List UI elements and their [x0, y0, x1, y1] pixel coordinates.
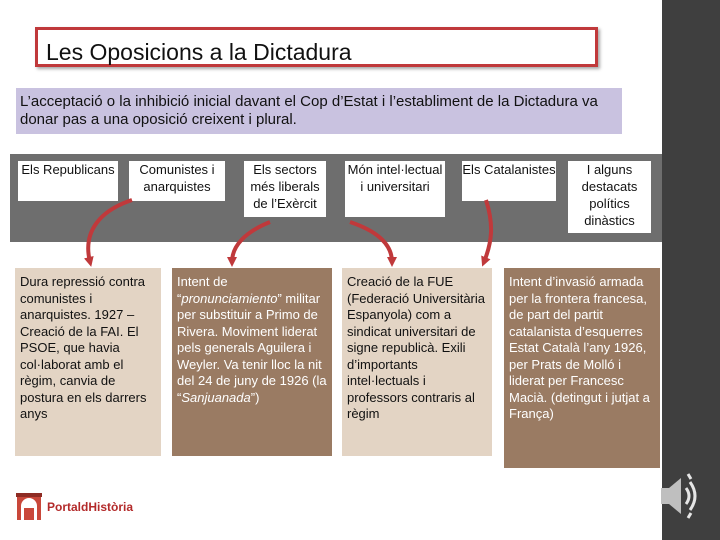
speaker-icon[interactable]	[655, 468, 705, 524]
page-title: Les Oposicions a la Dictadura	[46, 39, 352, 65]
title-box	[35, 27, 598, 67]
intro-box: L’acceptació o la inhibició inicial davant el Cop d’Estat i l’establiment de la Dictadura va donar pas a una oposició creixent i plural.	[16, 88, 622, 134]
category-intellectuals: Món intel·lectual i universitari	[345, 161, 445, 217]
category-liberal-army: Els sectors més liberals de l’Exèrcit	[244, 161, 326, 217]
description-fue: Creació de la FUE (Federació Universitària Espanyola) com a sindicat universitari de signe republicà. Exili d’importants intel·lectuals i professors contraris al règim	[342, 268, 492, 456]
description-prats-de-mollo: Intent d’invasió armada per la frontera francesa, de part del partit catalanista d’esquerres Estat Català l’any 1926, per Prats de Molló i liderat per Francesc Macià. (detingut i jutjat a França)	[504, 268, 660, 468]
logo-icon	[15, 492, 43, 522]
description-sanjuanada: Intent de “pronunciamiento” militar per substituir a Primo de Rivera. Moviment liderat pels generals Aguilera i Weyler. Va tenir lloc la nit del 24 de juny de 1926 (la “Sanjuanada”)	[172, 268, 332, 456]
description-repression: Dura repressió contra comunistes i anarquistes. 1927 – Creació de la FAI. El PSOE, que havia col·laborat amb el règim, canvia de postura en els darrers anys	[15, 268, 161, 456]
category-catalanists: Els Catalanistes	[462, 161, 556, 201]
logo-text: PortaldHistòria	[47, 500, 134, 514]
right-sidebar	[662, 0, 720, 540]
category-republicans: Els Republicans	[18, 161, 118, 201]
category-dynastic-politicians: I alguns destacats polítics dinàstics	[568, 161, 651, 233]
category-communists-anarchists: Comunistes i anarquistes	[129, 161, 225, 201]
portal-historia-logo[interactable]	[13, 490, 143, 524]
